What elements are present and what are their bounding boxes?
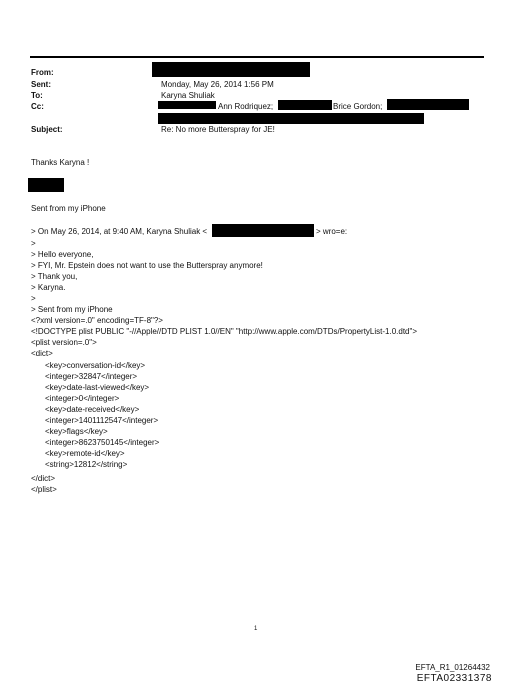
thanks-line: Thanks Karyna ! (31, 158, 90, 167)
sent-value: Monday, May 26, 2014 1:56 PM (161, 80, 274, 89)
cc-label: Cc: (31, 102, 44, 111)
cc-redaction-1 (158, 101, 216, 109)
dict-item: <integer>32847</integer> (45, 372, 138, 381)
quote-thanks: > Thank you, (31, 272, 78, 281)
page-number: 1 (254, 626, 258, 632)
doctype-line: <!DOCTYPE plist PUBLIC "-//Apple//DTD PLIST 1.0//EN" "http://www.apple.com/DTDs/PropertyList-1.0.dtd"> (31, 327, 418, 336)
dict-open: <dict> (31, 349, 53, 358)
quote-name: > Karyna. (31, 283, 66, 292)
dict-close: </dict> (31, 474, 56, 483)
bates-number-2: EFTA02331378 (416, 673, 492, 684)
dict-item: <key>flags</key> (45, 427, 108, 436)
subject-value: Re: No more Butterspray for JE! (161, 125, 275, 134)
dict-item: <key>date-last-viewed</key> (45, 383, 150, 392)
dict-item: <key>conversation-id</key> (45, 361, 146, 370)
dict-item: <string>12812</string> (45, 460, 128, 469)
from-redaction (152, 62, 310, 77)
quote-hello: > Hello everyone, (31, 250, 94, 259)
to-label: To: (31, 91, 43, 100)
quote-on-suffix: > wro=e: (316, 227, 348, 236)
quote-on-line (31, 227, 207, 237)
cc-redaction-4 (158, 113, 424, 124)
sent-label: Sent: (31, 80, 51, 89)
plist-close: </plist> (31, 485, 57, 494)
email-redaction (212, 224, 314, 237)
dict-item: <key>date-received</key> (45, 405, 140, 414)
quote-sent: > Sent from my iPhone (31, 305, 113, 314)
plist-open: <plist version=.0"> (31, 338, 97, 347)
quote-blank-1: > (31, 239, 36, 248)
dict-item: <integer>8623750145</integer> (45, 438, 160, 447)
subject-label: Subject: (31, 125, 63, 134)
bates-number-1: EFTA_R1_01264432 (415, 663, 490, 672)
cc-redaction-2 (278, 100, 332, 110)
dict-item: <integer>1401112547</integer> (45, 416, 159, 425)
to-value: Karyna Shuliak (161, 91, 215, 100)
header-rule (30, 56, 484, 58)
quote-on-prefix: > On May 26, 2014, at 9:40 AM, Karyna Shuliak < (31, 227, 208, 236)
dict-item: <integer>0</integer> (45, 394, 120, 403)
cc-name-2: Brice Gordon; (333, 102, 383, 111)
cc-redaction-3 (387, 99, 469, 110)
dict-item: <key>remote-id</key> (45, 449, 125, 458)
xml-declaration: <?xml version=.0" encoding=TF-8"?> (31, 316, 163, 325)
cc-name-1: Ann Rodriquez; (218, 102, 274, 111)
signature-redaction (28, 178, 64, 192)
from-label: From: (31, 68, 54, 77)
quote-blank-2: > (31, 294, 36, 303)
quote-fyi: > FYI, Mr. Epstein does not want to use the Butterspray anymore! (31, 261, 263, 270)
sent-from-line: Sent from my iPhone (31, 204, 106, 213)
